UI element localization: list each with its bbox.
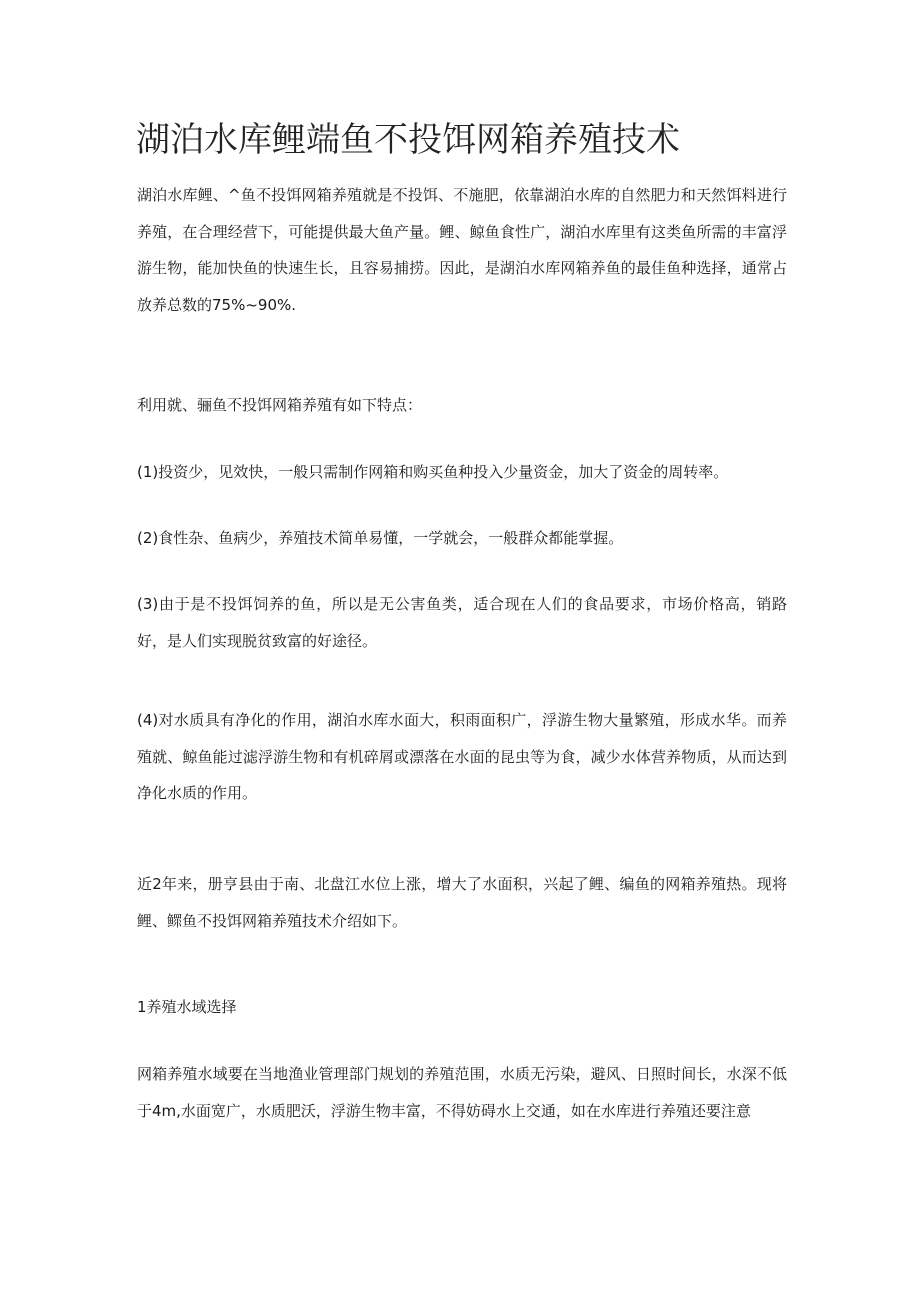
- paragraph-water-selection: 网箱养殖水域要在当地渔业管理部门规划的养殖范围，水质无污染，避风、日照时间长，水深不低于4m,水面宽广，水质肥沃，浮游生物丰富，不得妨碍水上交通，如在水库进行养殖还要注意: [137, 1065, 787, 1120]
- section-heading-water-selection: 1养殖水域选择: [137, 998, 237, 1016]
- paragraph-background: 近2年来，册亨县由于南、北盘江水位上涨，增大了水面积，兴起了鲤、编鱼的网箱养殖热。现将鲤、鳏鱼不投饵网箱养殖技术介绍如下。: [137, 875, 787, 930]
- paragraph-feature-1: (1)投资少，见效快，一般只需制作网箱和购买鱼种投入少量资金，加大了资金的周转率。: [137, 463, 729, 481]
- document-title: 湖泊水库鲤端鱼不投饵网箱养殖技术: [136, 120, 680, 160]
- paragraph-feature-3: (3)由于是不投饵饲养的鱼，所以是无公害鱼类，适合现在人们的食品要求，市场价格高，销路好，是人们实现脱贫致富的好途径。: [137, 595, 787, 650]
- paragraph-intro: 湖泊水库鲤、^鱼不投饵网箱养殖就是不投饵、不施肥，依靠湖泊水库的自然肥力和天然饵料进行养殖，在合理经营下，可能提供最大鱼产量。鲤、鲸鱼食性广，湖泊水库里有这类鱼所需的丰富浮游生物，能加快鱼的快速生长，且容易捕捞。因此，是湖泊水库网箱养鱼的最佳鱼种选择，通常占放养总数的75%~90%.: [137, 186, 787, 314]
- paragraph-feature-4: (4)对水质具有净化的作用，湖泊水库水面大，积雨面积广，浮游生物大量繁殖，形成水华。而养殖就、鲸鱼能过滤浮游生物和有机碎屑或漂落在水面的昆虫等为食，减少水体营养物质，从而达到净化水质的作用。: [137, 711, 787, 802]
- paragraph-feature-2: (2)食性杂、鱼病少，养殖技术简单易懂，一学就会，一般群众都能掌握。: [137, 529, 624, 547]
- paragraph-features-lead: 利用就、骊鱼不投饵网箱养殖有如下特点：: [137, 396, 423, 414]
